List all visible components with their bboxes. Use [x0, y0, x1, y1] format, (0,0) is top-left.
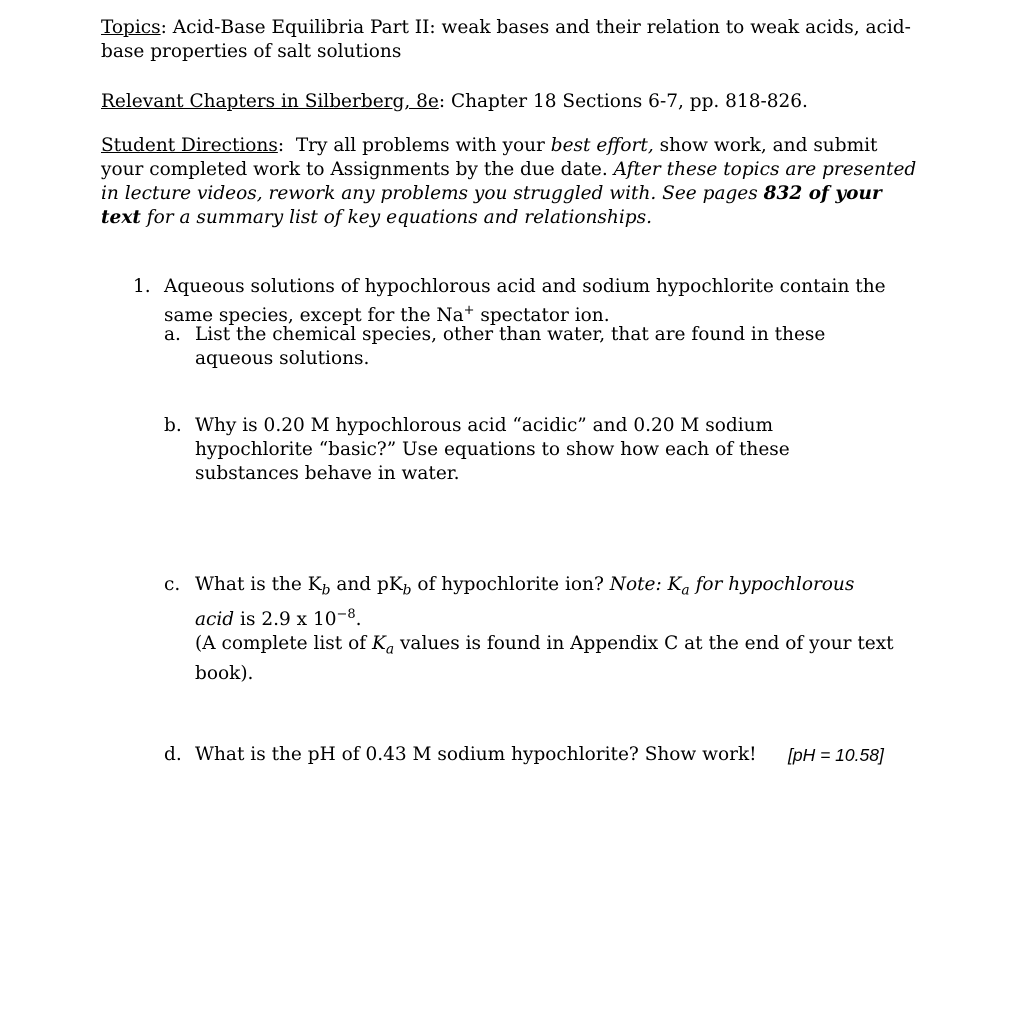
- part-d-answer: [pH = 10.58]: [788, 745, 884, 765]
- c-note: Note: K: [609, 574, 682, 595]
- stem-superscript: +: [463, 303, 475, 318]
- topics-text: Acid-Base Equilibria Part II: weak bases and their relation to weak acids, acid-base properties of salt solutions: [101, 17, 911, 62]
- directions-text-b: show work, and submit your completed work to Assignments by the due date.: [101, 135, 878, 180]
- c-text-4: is 2.9 x 10: [234, 608, 337, 630]
- c-text-5: .: [355, 608, 362, 630]
- c-text-6: (A complete list of: [195, 632, 372, 654]
- student-directions: Student Directions: Try all problems with your best effort, show work, and submit your completed work to Assignments by the due date. After these topics are presented in lecture videos, rework any problems you struggled with. See pages 832 of your text for a summary list of key equations and relationships.: [101, 135, 917, 228]
- stem-text-end: spectator ion.: [474, 305, 610, 327]
- directions-summary: for a summary list of key equations and relationships.: [140, 207, 652, 228]
- part-a-text: List the chemical species, other than water, that are found in these aqueous solutions.: [195, 324, 826, 369]
- c-text-2: and pK: [330, 574, 403, 595]
- stem-text: Aqueous solutions of hypochlorous acid and sodium hypochlorite contain the same species, except for the Na: [164, 276, 886, 327]
- c-sub-b-2: b: [402, 582, 412, 599]
- relevant-label: Relevant Chapters in Silberberg, 8e: [101, 91, 439, 112]
- c-sub-b: b: [321, 582, 331, 599]
- topics-paragraph: Topics: Acid-Base Equilibria Part II: weak bases and their relation to weak acids, acid-base properties of salt solutions: [101, 17, 911, 62]
- relevant-text: Chapter 18 Sections 6-7, pp. 818-826.: [450, 91, 808, 112]
- part-c-label: c.: [164, 574, 181, 595]
- c-sub-a: a: [681, 582, 690, 599]
- directions-see-pages: See pages: [656, 183, 764, 204]
- directions-best-effort: best effort,: [550, 135, 654, 156]
- question-number: 1.: [133, 276, 151, 297]
- part-c-text: [195, 573, 895, 686]
- directions-label: Student Directions: [101, 135, 278, 156]
- relevant-chapters: Relevant Chapters in Silberberg, 8e: Chapter 18 Sections 6-7, pp. 818-826.: [101, 91, 808, 112]
- directions-text-a: Try all problems with your: [295, 135, 551, 156]
- c-note-b: for hypochlorous acid: [195, 574, 855, 630]
- question-stem: [164, 275, 914, 328]
- c-text-1: What is the K: [195, 574, 322, 595]
- part-d-text: What is the pH of 0.43 M sodium hypochlorite? Show work!: [195, 744, 757, 765]
- c-exponent: −8: [336, 606, 356, 622]
- part-a-label: a.: [164, 324, 181, 345]
- topics-label: Topics: [101, 17, 161, 38]
- c-sub-a-2: a: [385, 641, 395, 658]
- part-b-label: b.: [164, 415, 182, 436]
- c-text-3: of hypochlorite ion?: [411, 574, 610, 595]
- c-ka: K: [371, 632, 386, 654]
- directions-italic: After these topics are presented in lecture videos, rework any problems you struggled with.: [101, 159, 917, 204]
- part-b-text: Why is 0.20 M hypochlorous acid “acidic” and 0.20 M sodium hypochlorite “basic?” Use equations to show how each of these substances behave in water.: [195, 415, 790, 484]
- directions-pages: 832 of your text: [101, 183, 882, 228]
- c-text-7: values is found in Appendix C at the end of your text book).: [195, 632, 894, 684]
- part-d-label: d.: [164, 744, 182, 765]
